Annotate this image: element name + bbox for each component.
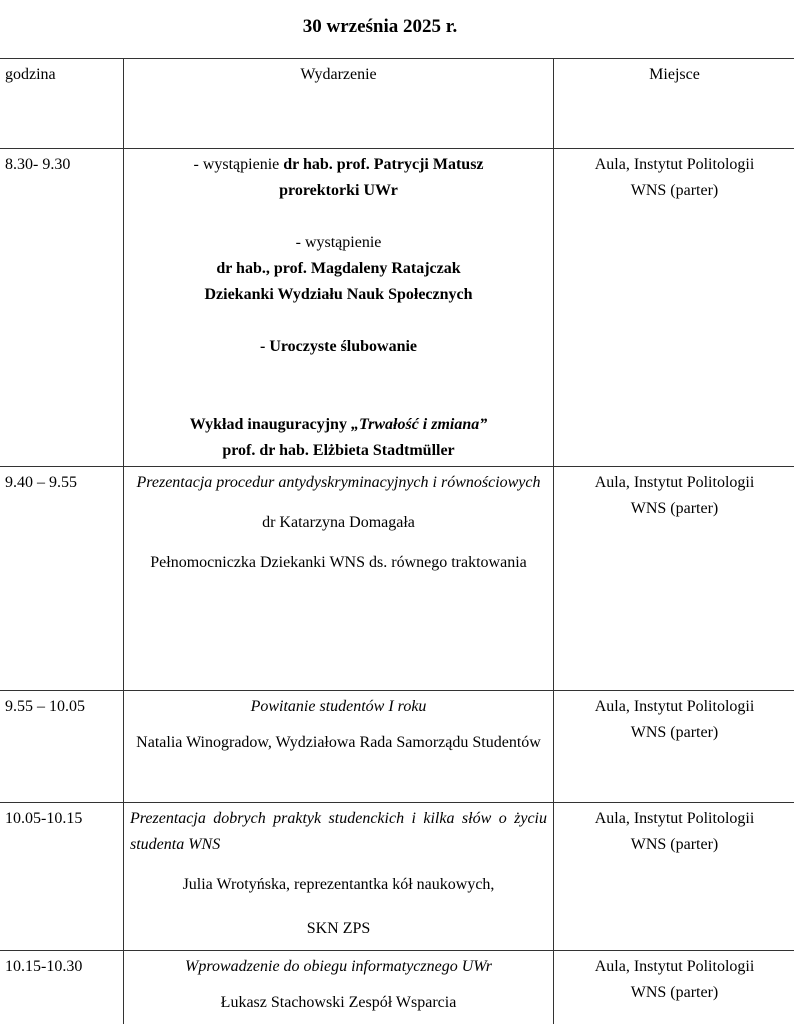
place-line-2: WNS (parter) [630, 724, 719, 741]
event-speaker: Julia Wrotyńska, reprezentantka kół naukowych, [182, 876, 495, 893]
header-time: godzina [0, 59, 124, 149]
page-title: 30 września 2025 r. [302, 16, 458, 37]
event-title: Prezentacja procedur antydyskryminacyjnych i równościowych [136, 474, 541, 491]
table-header-row [0, 59, 794, 149]
table-row [0, 803, 794, 951]
place-line-1: Aula, Instytut Politologii [594, 958, 755, 975]
event-cell [124, 951, 554, 1024]
lecture-speaker: prof. dr hab. Elżbieta Stadtmüller [222, 442, 455, 459]
time-cell: 8.30- 9.30 [0, 149, 124, 467]
speech1-role: prorektorki UWr [279, 182, 398, 199]
event-cell [124, 803, 554, 951]
speech1-prefix: - wystąpienie [193, 156, 284, 173]
speech2-role: Dziekanki Wydziału Nauk Społecznych [204, 286, 473, 303]
time-cell: 9.55 – 10.05 [0, 691, 124, 803]
place-line-1: Aula, Instytut Politologii [594, 810, 755, 827]
place-line-1: Aula, Instytut Politologii [594, 156, 755, 173]
lecture-title: „Trwałość i zmiana” [350, 416, 488, 433]
table-row [0, 149, 794, 467]
place-line-2: WNS (parter) [630, 500, 719, 517]
event-cell [124, 149, 554, 467]
place-line-1: Aula, Instytut Politologii [594, 474, 755, 491]
place-cell [554, 803, 794, 951]
event-title: Powitanie studentów I roku [250, 698, 427, 715]
place-cell [554, 149, 794, 467]
event-cell [124, 467, 554, 691]
place-line-2: WNS (parter) [630, 182, 719, 199]
event-speaker: Natalia Winogradow, Wydziałowa Rada Samorządu Studentów [136, 734, 541, 751]
speech2-prefix: - wystąpienie [295, 234, 382, 251]
table-row [0, 467, 794, 691]
event-title: Prezentacja dobrych praktyk studenckich i kilka słów o życiu studenta WNS [130, 810, 547, 853]
header-event: Wydarzenie [124, 59, 554, 149]
event-speaker: Łukasz Stachowski Zespół Wsparcia [220, 994, 457, 1011]
place-cell [554, 467, 794, 691]
speech1-name: dr hab. prof. Patrycji Matusz [283, 156, 484, 173]
time-cell: 9.40 – 9.55 [0, 467, 124, 691]
time-cell: 10.15-10.30 [0, 951, 124, 1024]
time-cell: 10.05-10.15 [0, 803, 124, 951]
place-cell [554, 691, 794, 803]
place-line-2: WNS (parter) [630, 984, 719, 1001]
lecture-line [130, 412, 547, 438]
place-cell [554, 951, 794, 1024]
table-row [0, 951, 794, 1024]
place-line-2: WNS (parter) [630, 836, 719, 853]
agenda-table [0, 58, 794, 1024]
event-cell [124, 691, 554, 803]
lecture-prefix: Wykład inauguracyjny [189, 416, 351, 433]
event-speaker: dr Katarzyna Domagała [262, 514, 415, 531]
event-org: SKN ZPS [306, 920, 371, 937]
speech2-name: dr hab., prof. Magdaleny Ratajczak [216, 260, 461, 277]
event-title: Wprowadzenie do obiegu informatycznego UWr [185, 958, 492, 975]
table-row [0, 691, 794, 803]
event-speaker-role: Pełnomocniczka Dziekanki WNS ds. równego traktowania [150, 554, 527, 571]
place-line-1: Aula, Instytut Politologii [594, 698, 755, 715]
oath-line: - Uroczyste ślubowanie [259, 338, 418, 355]
speech1-line [130, 152, 547, 178]
header-place: Miejsce [554, 59, 794, 149]
